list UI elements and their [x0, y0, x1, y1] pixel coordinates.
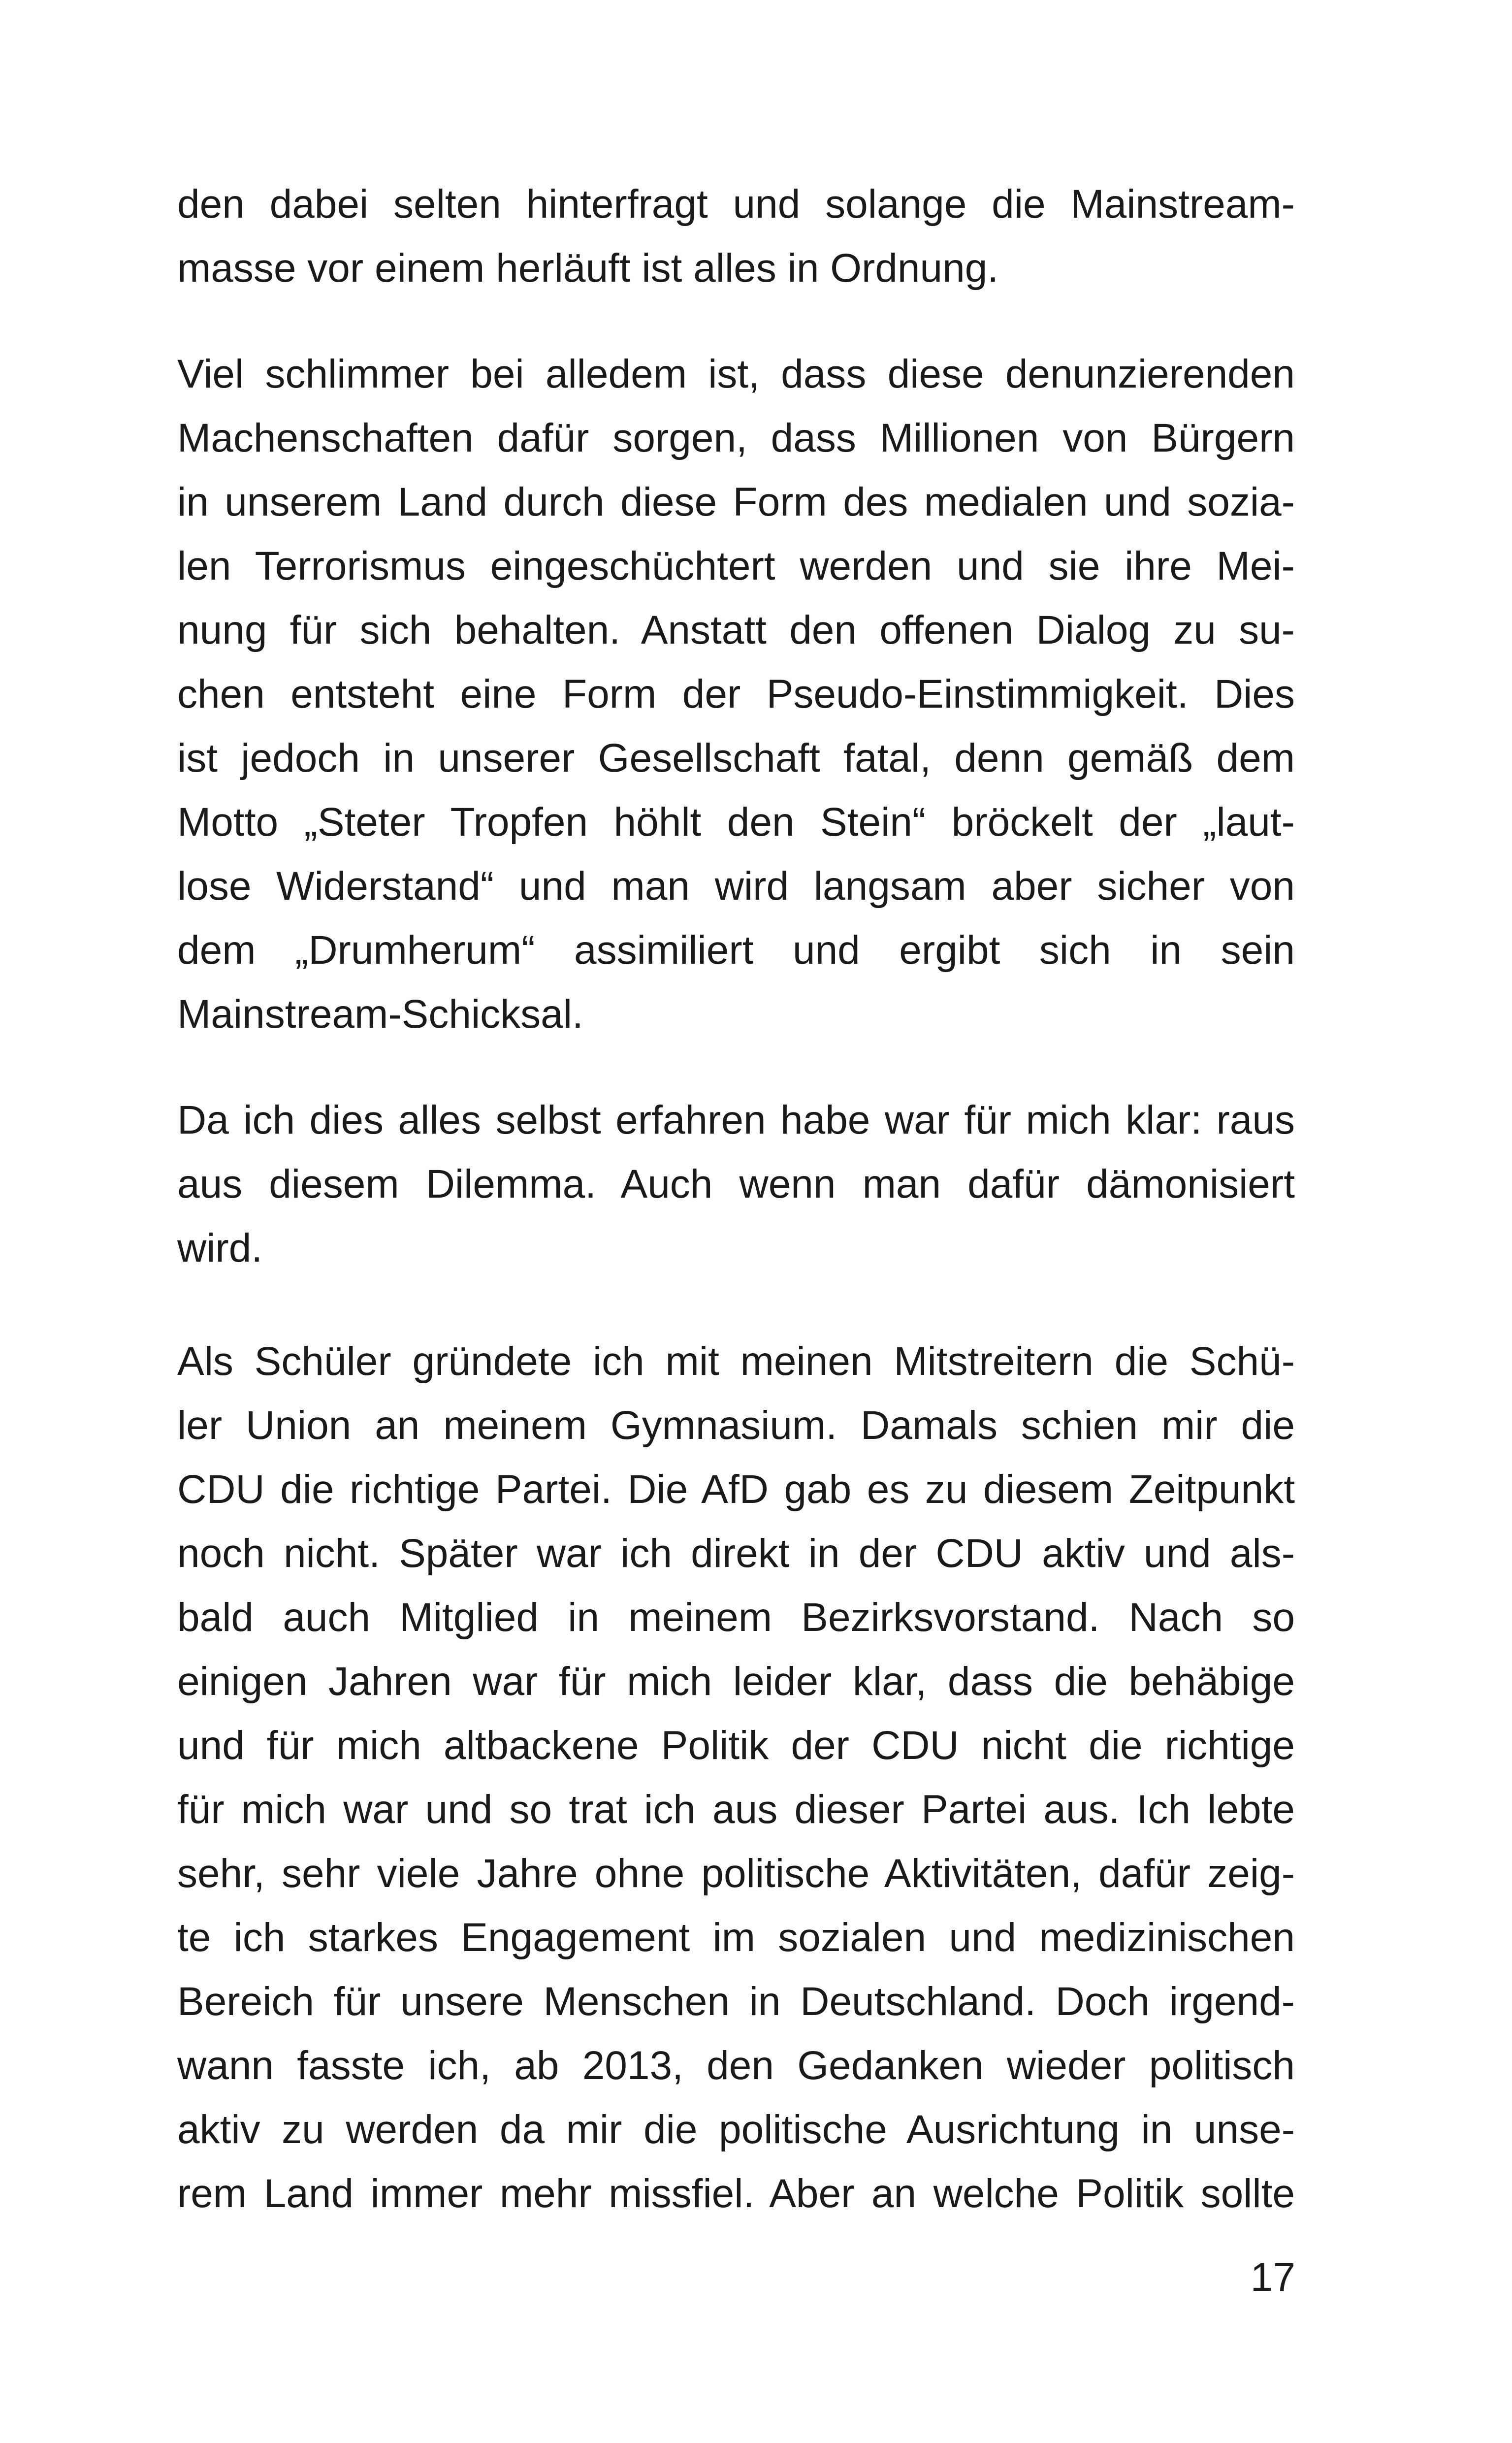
paragraph-2	[177, 342, 1295, 1046]
text-line: dem „Drumherum“ assimiliert und ergibt sich in sein	[177, 928, 1295, 973]
text-line: wird.	[177, 1226, 263, 1270]
text-line: Als Schüler gründete ich mit meinen Mitstreitern die Schü-	[177, 1339, 1295, 1384]
text-line: den dabei selten hinterfragt und solange die Mainstream-	[177, 182, 1295, 227]
text-line: noch nicht. Später war ich direkt in der CDU aktiv und als-	[177, 1531, 1295, 1576]
paragraph-1	[177, 172, 1295, 300]
text-line: len Terrorismus eingeschüchtert werden und sie ihre Mei-	[177, 544, 1295, 588]
text-line: sehr, sehr viele Jahre ohne politische Aktivitäten, dafür zeig-	[177, 1851, 1295, 1896]
text-line: rem Land immer mehr missfiel. Aber an welche Politik sollte	[177, 2171, 1295, 2216]
text-line: einigen Jahren war für mich leider klar, dass die behäbige	[177, 1659, 1295, 1704]
page-number: 17	[1250, 2255, 1295, 2300]
paragraph-3	[177, 1088, 1295, 1280]
text-line: ler Union an meinem Gymnasium. Damals schien mir die	[177, 1403, 1295, 1448]
text-line: für mich war und so trat ich aus dieser Partei aus. Ich lebte	[177, 1787, 1295, 1832]
text-line: te ich starkes Engagement im sozialen und medizinischen	[177, 1915, 1295, 1960]
text-line: aus diesem Dilemma. Auch wenn man dafür dämonisiert	[177, 1162, 1295, 1206]
text-line: Motto „Steter Tropfen höhlt den Stein“ bröckelt der „laut-	[177, 800, 1295, 845]
text-line: nung für sich behalten. Anstatt den offenen Dialog zu su-	[177, 608, 1295, 652]
text-line: Viel schlimmer bei alledem ist, dass diese denunzierenden	[177, 352, 1295, 396]
text-line: CDU die richtige Partei. Die AfD gab es zu diesem Zeitpunkt	[177, 1467, 1295, 1512]
paragraph-4	[177, 1330, 1295, 2226]
text-line: ist jedoch in unserer Gesellschaft fatal, denn gemäß dem	[177, 736, 1295, 781]
text-line: chen entsteht eine Form der Pseudo-Einstimmigkeit. Dies	[177, 672, 1295, 717]
text-line: lose Widerstand“ und man wird langsam aber sicher von	[177, 864, 1295, 909]
text-line: aktiv zu werden da mir die politische Ausrichtung in unse-	[177, 2107, 1295, 2152]
text-line: und für mich altbackene Politik der CDU nicht die richtige	[177, 1723, 1295, 1768]
text-line: bald auch Mitglied in meinem Bezirksvorstand. Nach so	[177, 1595, 1295, 1640]
text-line: Bereich für unsere Menschen in Deutschland. Doch irgend-	[177, 1979, 1295, 2024]
text-line: Da ich dies alles selbst erfahren habe war für mich klar: raus	[177, 1098, 1295, 1142]
text-line: Machenschaften dafür sorgen, dass Millionen von Bürgern	[177, 416, 1295, 460]
text-line: masse vor einem herläuft ist alles in Ordnung.	[177, 246, 999, 291]
text-line: wann fasste ich, ab 2013, den Gedanken wieder politisch	[177, 2043, 1295, 2088]
text-line: Mainstream-Schicksal.	[177, 992, 583, 1037]
text-line: in unserem Land durch diese Form des medialen und sozia-	[177, 480, 1295, 524]
